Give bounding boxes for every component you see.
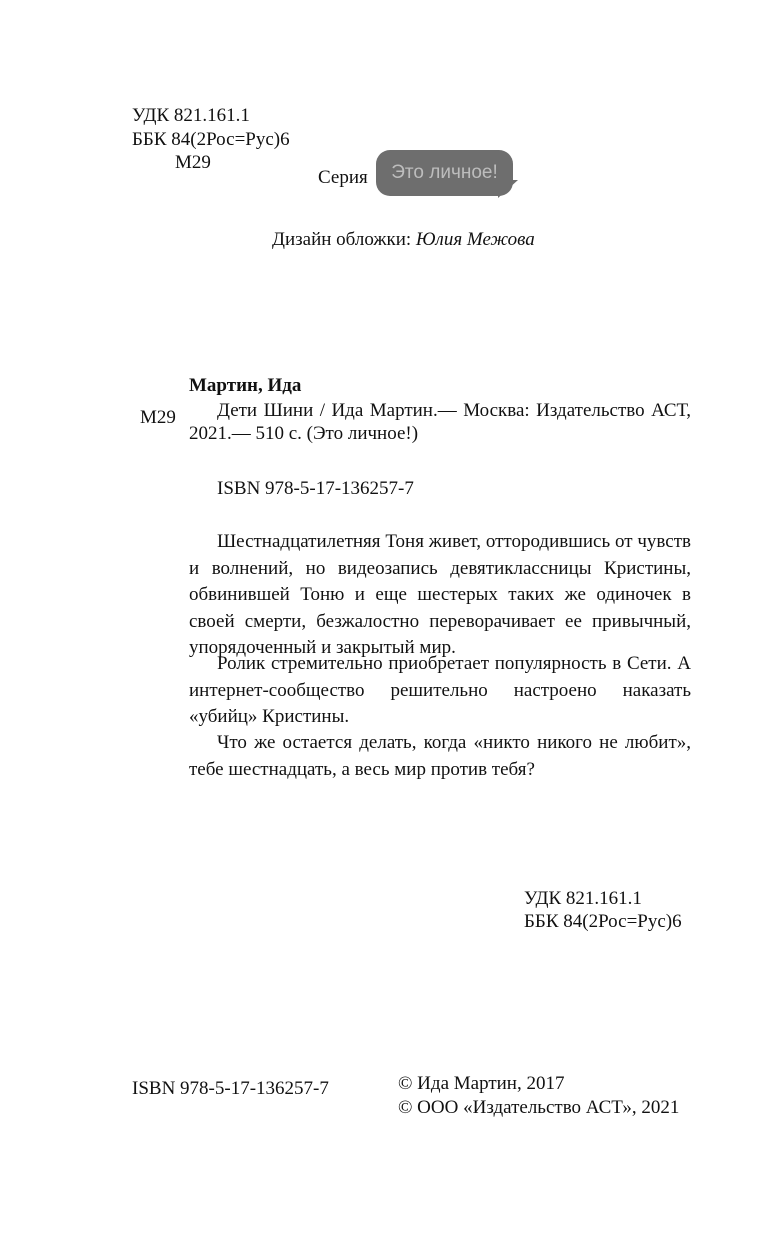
cover-design-credit (272, 228, 535, 252)
catalog-isbn: ISBN 978-5-17-136257-7 (217, 478, 414, 499)
catalog-mark: М29 (140, 407, 176, 428)
annotation-paragraph-2: Ролик стремительно приобретает популярность в Сети. А интернет-сообщество решительно настроено наказать «убийц» Кристины. (189, 653, 691, 727)
footer-copyright-author: © Ида Мартин, 2017 (398, 1073, 565, 1094)
header-udk: УДК 821.161.1 (132, 105, 250, 126)
header-author-mark: М29 (175, 152, 211, 173)
classification-udk: УДК 821.161.1 (524, 888, 642, 909)
annotation-paragraph-1: Шестнадцатилетняя Тоня живет, оттородившись от чувств и волнений, но видеозапись девятиклассницы Кристины, обвинившей Тоню и еще шестерых таких же одиночек в своей смерти, безжалостно переворачивает ее привычный, упорядоченный и закрытый мир. (189, 531, 691, 658)
series-label: Серия (318, 167, 368, 188)
cover-designer-name: Юлия Межова (415, 229, 535, 250)
footer-isbn: ISBN 978-5-17-136257-7 (132, 1078, 329, 1099)
classification-bbk: ББК 84(2Рос=Рус)6 (524, 911, 682, 932)
header-bbk: ББК 84(2Рос=Рус)6 (132, 129, 290, 150)
series-logo-text: Это личное! (376, 150, 513, 196)
catalog-author: Мартин, Ида (189, 375, 302, 396)
catalog-line-1: Дети Шини / Ида Мартин.— Москва: Издательство АСТ, (217, 400, 691, 421)
cover-design-label: Дизайн обложки: (272, 229, 412, 250)
footer-copyright-publisher: © ООО «Издательство АСТ», 2021 (398, 1097, 680, 1118)
series-logo (376, 150, 526, 206)
catalog-line-2: 2021.— 510 с. (Это личное!) (189, 423, 419, 444)
annotation-paragraph-3: Что же остается делать, когда «никто никого не любит», тебе шестнадцать, а весь мир против тебя? (189, 732, 691, 780)
